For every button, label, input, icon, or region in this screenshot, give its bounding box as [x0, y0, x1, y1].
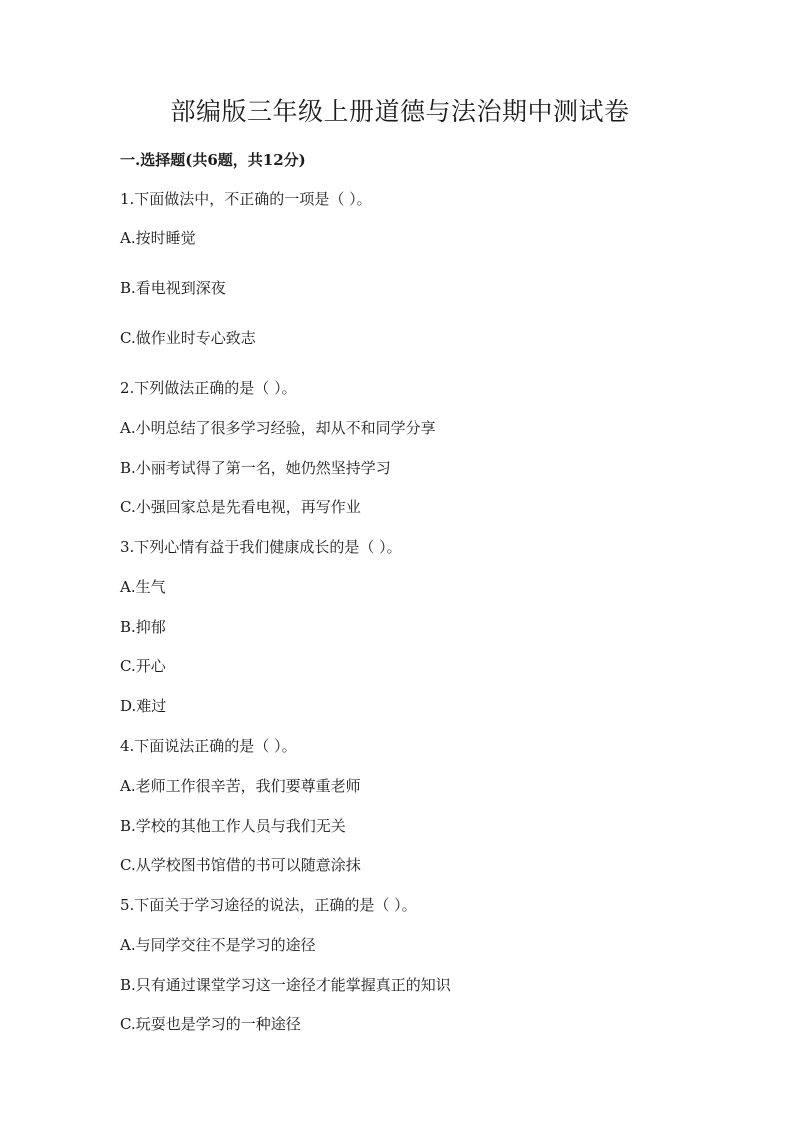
section-heading: 一.选择题(共6题，共12分): [120, 151, 306, 169]
question-1-option-b: B.看电视到深夜: [120, 279, 226, 297]
question-stem-2: 2.下列做法正确的是（ ）。: [120, 379, 297, 397]
question-2-option-c: C.小强回家总是先看电视，再写作业: [120, 498, 361, 516]
page-title: 部编版三年级上册道德与法治期中测试卷: [170, 97, 630, 126]
question-3-option-b: B.抑郁: [120, 618, 166, 636]
question-4-option-c: C.从学校图书馆借的书可以随意涂抹: [120, 856, 361, 874]
question-5-option-c: C.玩耍也是学习的一种途径: [120, 1015, 301, 1033]
question-5-option-b: B.只有通过课堂学习这一途径才能掌握真正的知识: [120, 976, 451, 994]
question-stem-3: 3.下列心情有益于我们健康成长的是（ ）。: [120, 538, 402, 556]
question-2-option-b: B.小丽考试得了第一名，她仍然坚持学习: [120, 459, 391, 477]
question-stem-1: 1.下面做法中，不正确的一项是（ ）。: [120, 190, 372, 208]
question-3-option-a: A.生气: [120, 578, 166, 596]
question-3-option-c: C.开心: [120, 657, 166, 675]
question-stem-5: 5.下面关于学习途径的说法，正确的是（ ）。: [120, 896, 417, 914]
question-1-option-c: C.做作业时专心致志: [120, 329, 256, 347]
question-1-option-a: A.按时睡觉: [120, 229, 196, 247]
question-4-option-b: B.学校的其他工作人员与我们无关: [120, 817, 346, 835]
question-3-option-d: D.难过: [120, 697, 167, 715]
question-5-option-a: A.与同学交往不是学习的途径: [120, 936, 316, 954]
question-2-option-a: A.小明总结了很多学习经验，却从不和同学分享: [120, 419, 436, 437]
question-4-option-a: A.老师工作很辛苦，我们要尊重老师: [120, 777, 361, 795]
question-stem-4: 4.下面说法正确的是（ ）。: [120, 737, 297, 755]
